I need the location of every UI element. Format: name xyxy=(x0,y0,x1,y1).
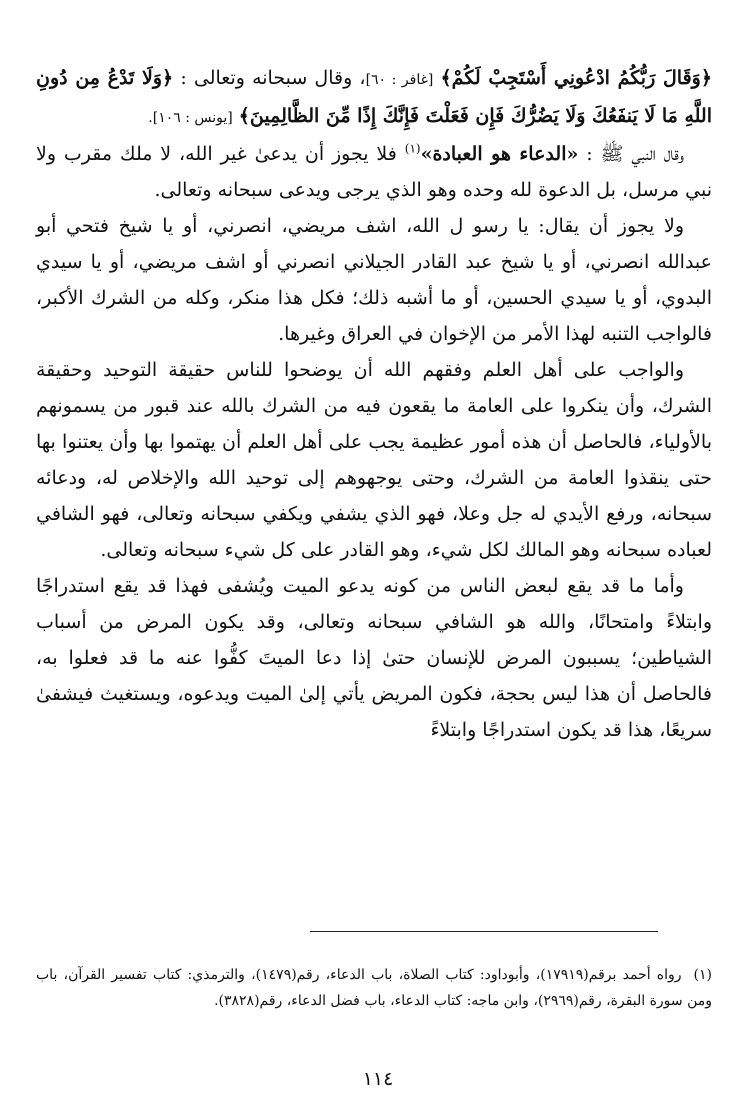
page-number: ١١٤ xyxy=(362,1068,394,1090)
footnote-marker[interactable]: (١) xyxy=(404,141,421,156)
hadith-intro: وقال النبي ﷺ : xyxy=(586,143,684,165)
connecting-text: ، وقال سبحانه وتعالى : xyxy=(180,67,366,89)
paragraph-4: والواجب على أهل العلم وفقهم الله أن يوضحوا للناس حقيقة التوحيد وحقيقة الشرك، وأن ينكروا على العامة ما يقعون فيه من الشرك بالله عند قبور من يسمونهم بالأولياء، فالحاصل أن هذه أمور عظيمة يجب على أهل العلم أن يهتموا بها وأن يعتنوا بها حتى ينقذوا العامة من الشرك، وحتى يوجهوهم إلى توحيد الله والإخلاص له، ودعائه سبحانه، ورفع الأيدي له جل وعلا، فهو الذي يشفي ويكفي سبحانه وتعالى، فهو الشافي لعباده سبحانه وهو المالك لكل شيء، وهو القادر على كل شيء سبحانه وتعالى. xyxy=(36,359,713,561)
footnotes xyxy=(36,962,712,1014)
verse-reference-yunus: [يونس : ١٠٦]. xyxy=(148,110,233,126)
verse-reference-ghafir: [غافر : ٦٠] xyxy=(365,72,434,88)
quran-verse-ghafir: ﴿وَقَالَ رَبُّكُمُ ادْعُونِي أَسْتَجِبْ لَكُمْ﴾ xyxy=(440,67,712,89)
quran-verse-yunus: ﴿وَلَا تَدْعُ مِن دُونِ اللَّهِ مَا لَا يَنفَعُكَ وَلَا يَضُرُّكَ فَإِن فَعَلْتَ فَإِنَّكَ إِذًا مِّنَ الظَّالِمِينَ﴾ xyxy=(36,67,712,127)
footnote-text: رواه أحمد برقم(١٧٩١٩)، وأبوداود: كتاب الصلاة، باب الدعاء، رقم(١٤٧٩)، والترمذي: كتاب تفسير القرآن، باب ومن سورة البقرة، رقم(٢٩٦٩)، وابن ماجه: كتاب الدعاء، باب فضل الدعاء، رقم(٣٨٢٨). xyxy=(36,967,712,1009)
paragraph-1 xyxy=(36,60,712,136)
paragraph-3: ولا يجوز أن يقال: يا رسو ل الله، اشف مريضي، انصرني، أو يا شيخ فتحي أبو عبدالله انصرني، أو يا شيخ عبد القادر الجيلاني انصرني أو اشف مريضي، أو يا سيدي البدوي، أو يا سيدي الحسين، أو ما أشبه ذلك؛ فكل هذا منكر، وكله من الشرك الأكبر، فالواجب التنبه لهذا الأمر من الإخوان في العراق وغيرها. xyxy=(36,215,712,345)
footnote-number: (١) xyxy=(693,967,712,983)
paragraph-5: وأما ما قد يقع لبعض الناس من كونه يدعو الميت ويُشفى فهذا قد يقع استدراجًا وابتلاءً وامتحانًا، والله هو الشافي سبحانه وتعالى، وقد يكون المرض من أسباب الشياطين؛ يسببون المرض للإنسان حتىٰ إذا دعا الميتَ كفُّوا عنه ما قد فعلوا به، فالحاصل أن هذا ليس بحجة، فكون المريض يأتي إلىٰ الميت ويدعوه، ويستغيث فيشفىٰ سريعًا، هذا قد يكون استدراجًا وابتلاءً xyxy=(36,575,712,741)
paragraph-2-rest: فلا يجوز أن يدعىٰ غير الله، لا ملك مقرب ولا نبي مرسل، بل الدعوة لله وحده وهو الذي يرجى ويدعى سبحانه وتعالى. xyxy=(36,143,712,201)
footnote-divider xyxy=(310,931,658,932)
hadith-quote: «الدعاء هو العبادة» xyxy=(420,143,579,165)
paragraph-2 xyxy=(36,136,712,208)
main-text xyxy=(36,60,712,748)
